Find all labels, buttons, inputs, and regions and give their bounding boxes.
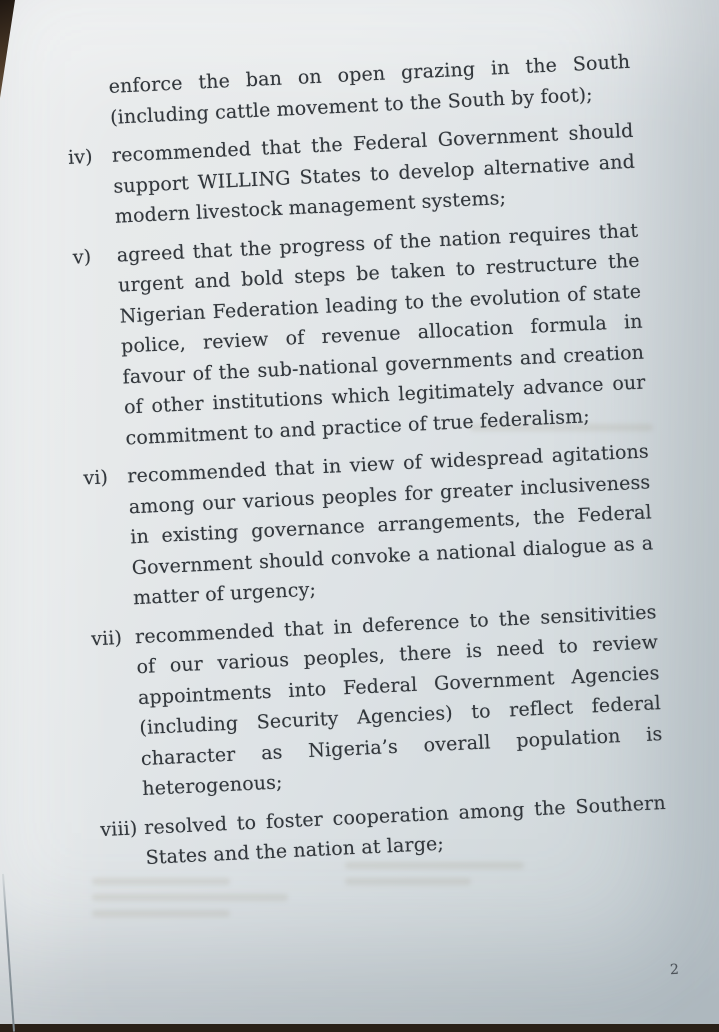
list-item-vi	[83, 436, 656, 615]
list-item-vii	[90, 597, 664, 807]
item-text: recommended that the Federal Government should support WILLING States to develop alternative and modern livestock management systems;	[111, 116, 637, 232]
page-number: 2	[670, 962, 679, 978]
item-marker: v)	[72, 240, 126, 455]
list-item-iv	[67, 116, 637, 235]
item-text: resolved to foster cooperation among the Southern States and the nation at large;	[144, 787, 668, 873]
item-text: agreed that the progress of the nation requires that urgent and bold steps be taken to restructure the Nigerian Federation leading to the evolution of state police, review of revenue allocation formula in favour of the sub-national governments and creation of other institutions which legitimately advance our commitment to and practice of true federalism;	[116, 215, 648, 453]
item-marker	[64, 72, 111, 135]
item-text: recommended that in deference to the sensitivities of our various peoples, there is need to review appointments into Federal Government Agencies (including Security Agencies) to reflect federal character as Nigeria’s overall population is heterogenous;	[134, 597, 664, 805]
item-marker: viii)	[100, 813, 147, 876]
item-marker: vi)	[83, 461, 134, 615]
underlying-page-edge	[2, 874, 15, 1032]
photo-background-corner	[0, 0, 15, 98]
item-text: enforce the ban on open grazing in the South (including cattle movement to the South by foot);	[108, 47, 632, 133]
item-marker: iv)	[67, 141, 115, 235]
list-item-v	[72, 215, 648, 455]
bleed-through-smudge	[92, 878, 322, 926]
communique-body	[64, 47, 668, 884]
item-marker: vii)	[90, 622, 143, 807]
item-text: recommended that in view of widespread agitations among our various peoples for greater inclusiveness in existing governance arrangements, the Federal Government should convoke a national dialogue as a matter of urgency;	[127, 436, 656, 613]
